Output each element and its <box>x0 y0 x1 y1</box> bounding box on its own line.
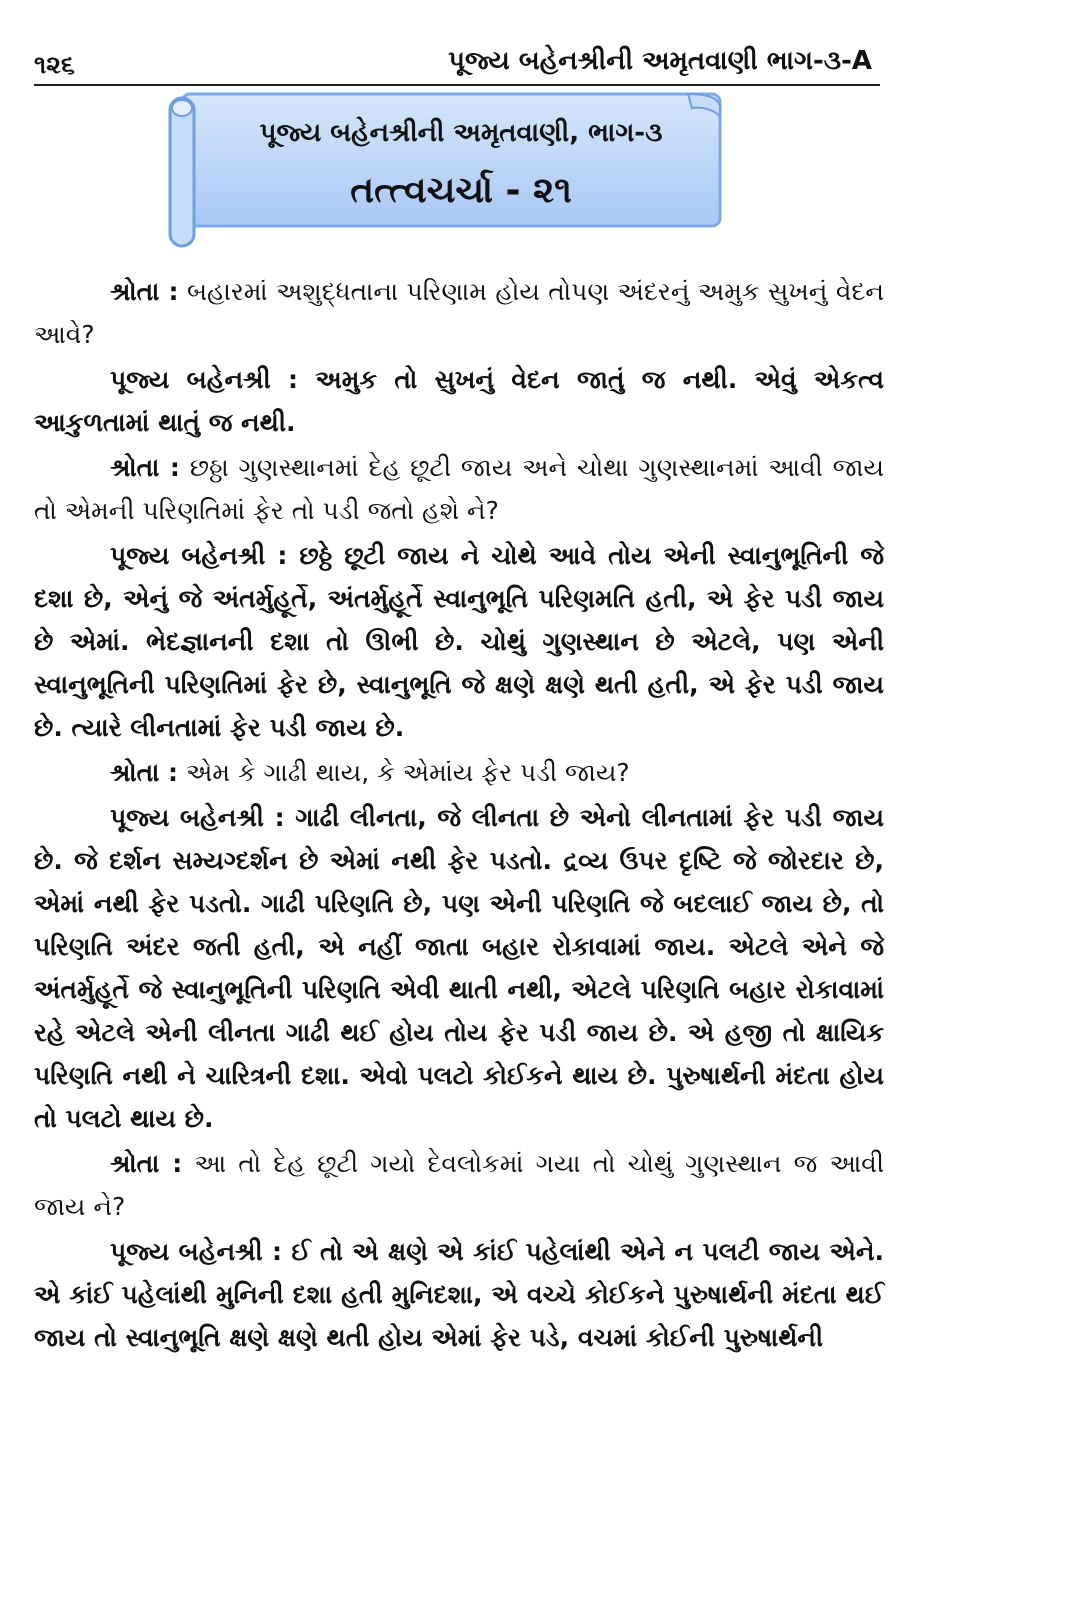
dialogue-question <box>34 270 884 356</box>
dialogue-text: બહારમાં અશુદ્ધતાના પરિણામ હોય તોપણ અંદરનું અમુક સુખનું વેદન આવે? <box>34 277 884 349</box>
speaker-label: પૂજ્ય બહેનશ્રી : <box>110 365 299 394</box>
speaker-label: પૂજ્ય બહેનશ્રી : <box>110 803 285 832</box>
dialogue-text: એમ કે ગાઢી થાય, કે એમાંય ફેર પડી જાય? <box>178 758 630 787</box>
speaker-label: પૂજ્ય બહેનશ્રી : <box>110 541 288 570</box>
scroll-banner-shape <box>168 88 724 248</box>
dialogue-answer <box>34 534 884 749</box>
dialogue-text: છઠ્ઠા ગુણસ્થાનમાં દેહ છૂટી જાય અને ચોથા ગુણસ્થાનમાં આવી જાય તો એમની પરિણતિમાં ફેર તો પડી જતો હશે ને? <box>34 453 884 525</box>
speaker-label: શ્રોતા : <box>110 453 180 482</box>
speaker-label: પૂજ્ય બહેનશ્રી : <box>110 1237 283 1266</box>
page-body <box>34 270 884 1361</box>
dialogue-text: ગાઢી લીનતા, જે લીનતા છે એનો લીનતામાં ફેર પડી જાય છે. જે દર્શન સમ્યગ્દર્શન છે એમાં નથી ફેર પડતો. દ્રવ્ય ઉપર દૃષ્ટિ જે જોરદાર છે, એમાં નથી ફેર પડતો. ગાઢી પરિણતિ છે, પણ એની પરિણતિ જે બદલાઈ જાય છે, તો પરિણતિ અંદર જતી હતી, એ નહીં જાતા બહાર રોકાવામાં જાય. એટલે એને જે અંતર્મુહૂર્તે જે સ્વાનુભૂતિની પરિણતિ એવી થાતી નથી, એટલે પરિણતિ બહાર રોકાવામાં રહે એટલે એની લીનતા ગાઢી થઈ હોય તોય ફેર પડી જાય છે. એ હજી તો ક્ષાયિક પરિણતિ નથી ને ચારિત્રની દશા. એવો પલટો કોઈકને થાય છે. પુરુષાર્થની મંદતા હોય તો પલટો થાય છે. <box>34 803 884 1133</box>
banner-chapter-title: તત્ત્વચર્ચા - ૨૧ <box>350 170 572 211</box>
dialogue-text: ઈ તો એ ક્ષણે એ કાંઈ પહેલાંથી એને ન પલટી જાય એને. એ કાંઈ પહેલાંથી મુનિની દશા હતી મુનિદશા, એ વચ્ચે કોઈકને પુરુષાર્થની મંદતા થઈ જાય તો સ્વાનુભૂતિ ક્ષણે ક્ષણે થતી હોય એમાં ફેર પડે, વચમાં કોઈની પુરુષાર્થની <box>34 1237 884 1352</box>
page-header <box>34 44 880 86</box>
dialogue-question <box>34 446 884 532</box>
book-title: પૂજ્ય બહેનશ્રીની અમૃતવાણી ભાગ-૩-A <box>448 46 872 76</box>
dialogue-answer <box>34 796 884 1140</box>
dialogue-question <box>34 1142 884 1228</box>
dialogue-question <box>34 751 884 794</box>
banner-series-title: પૂજ્ય બહેનશ્રીની અમૃતવાણી, ભાગ-૩ <box>259 118 663 148</box>
dialogue-text: અમુક તો સુખનું વેદન જાતું જ નથી. એવું એકત્વ આકુળતામાં થાતું જ નથી. <box>34 365 884 437</box>
speaker-label: શ્રોતા : <box>110 758 179 787</box>
dialogue-answer <box>34 358 884 444</box>
page-number: ૧૨૬ <box>34 50 75 79</box>
speaker-label: શ્રોતા : <box>110 277 179 306</box>
dialogue-answer <box>34 1230 884 1359</box>
chapter-banner <box>168 88 724 248</box>
dialogue-text: આ તો દેહ છૂટી ગયો દેવલોકમાં ગયા તો ચોથું ગુણસ્થાન જ આવી જાય ને? <box>34 1149 884 1221</box>
speaker-label: શ્રોતા : <box>110 1149 183 1178</box>
dialogue-text: છઠ્ઠે છૂટી જાય ને ચોથે આવે તોય એની સ્વાનુભૂતિની જે દશા છે, એનું જે અંતર્મુહૂર્તે, અંતર્મુહૂર્તે સ્વાનુભૂતિ પરિણમતિ હતી, એ ફેર પડી જાય છે એમાં. ભેદજ્ઞાનની દશા તો ઊભી છે. ચોથું ગુણસ્થાન છે એટલે, પણ એની સ્વાનુભૂતિની પરિણતિમાં ફેર છે, સ્વાનુભૂતિ જે ક્ષણે ક્ષણે થતી હતી, એ ફેર પડી જાય છે. ત્યારે લીનતામાં ફેર પડી જાય છે. <box>34 541 884 742</box>
